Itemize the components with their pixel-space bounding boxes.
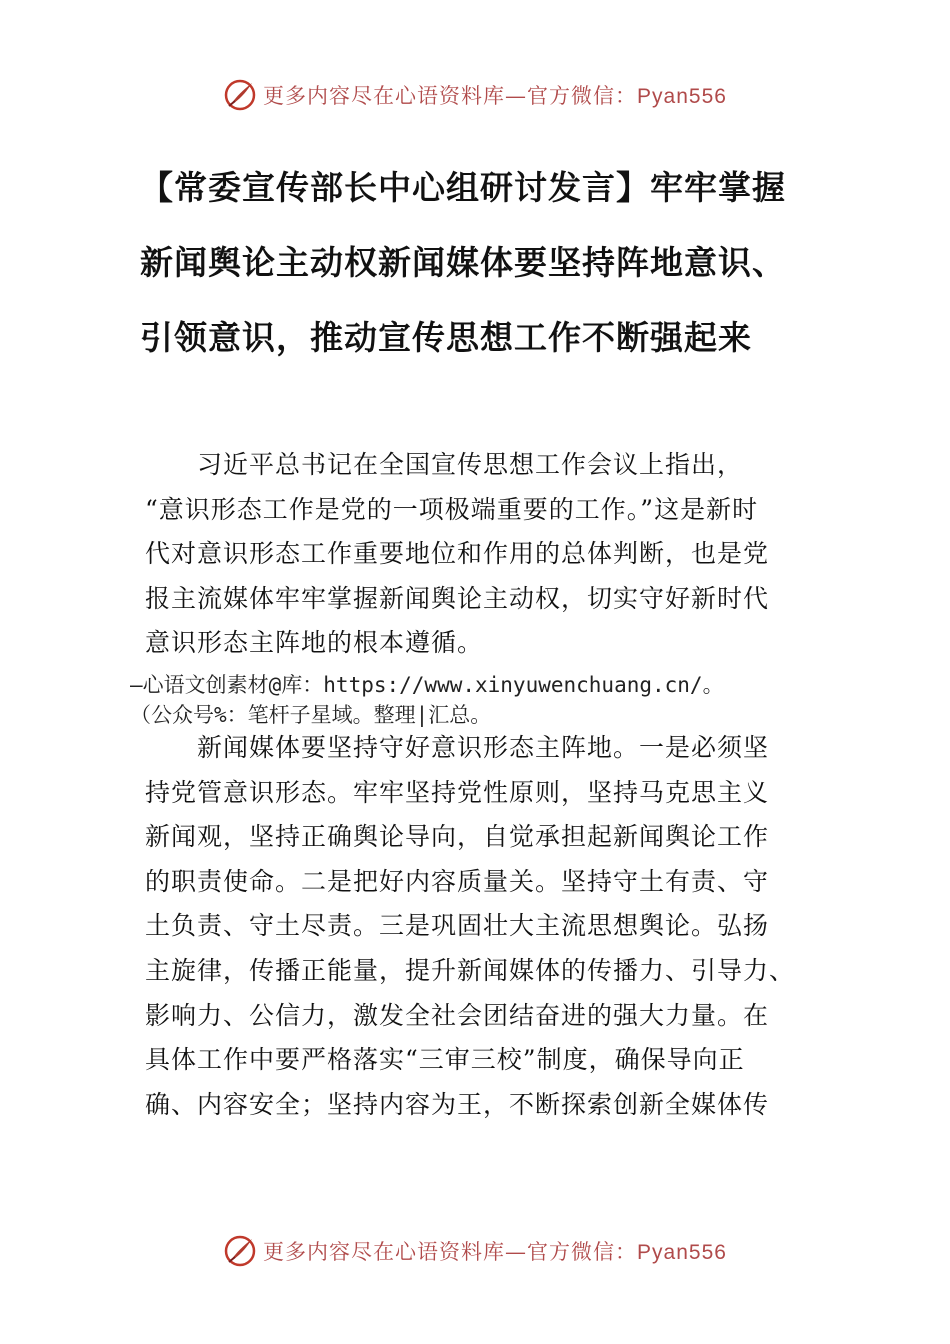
- text-line: 意识形态主阵地的根本遵循。: [145, 628, 484, 658]
- quill-logo-icon: [223, 1234, 257, 1268]
- text-line: 具体工作中要严格落实“三审三校”制度，确保导向正: [145, 1045, 745, 1075]
- text-line: 代对意识形态工作重要地位和作用的总体判断，也是党: [145, 539, 770, 569]
- text-line: 的职责使命。二是把好内容质量关。坚持守土有责、守: [145, 866, 770, 896]
- source-note: [130, 670, 830, 730]
- wechat-id: Pyan556: [637, 1241, 727, 1264]
- paragraph-1: [145, 443, 825, 666]
- text-line: 确、内容安全；坚持内容为王，不断探索创新全媒体传: [145, 1089, 770, 1119]
- title-line: 新闻舆论主动权新闻媒体要坚持阵地意识、: [140, 243, 786, 282]
- footer-banner: [0, 1228, 950, 1274]
- text-line: 新闻媒体要坚持守好意识形态主阵地。一是必须坚: [145, 733, 770, 762]
- header-banner: [0, 72, 950, 118]
- quill-logo-icon: [223, 78, 257, 112]
- source-line: （公众号%：笔杆子星域。整理|汇总。: [130, 703, 492, 727]
- footer-banner-text: 更多内容尽在心语资料库—官方微信：Pyan556: [263, 1240, 727, 1264]
- text-line: 主旋律，传播正能量，提升新闻媒体的传播力、引导力、: [145, 955, 796, 985]
- title-line: 引领意识，推动宣传思想工作不断强起来: [140, 318, 752, 357]
- title-line: 【常委宣传部长中心组研讨发言】牢牢掌握: [140, 168, 786, 207]
- text-line: 报主流媒体牢牢掌握新闻舆论主动权，切实守好新时代: [145, 583, 770, 613]
- text-line: 土负责、守土尽责。三是巩固壮大主流思想舆论。弘扬: [145, 911, 770, 941]
- header-banner-text: 更多内容尽在心语资料库—官方微信：Pyan556: [263, 84, 727, 108]
- text-line: 新闻观，坚持正确舆论导向，自觉承担起新闻舆论工作: [145, 822, 770, 852]
- wechat-id: Pyan556: [637, 85, 727, 108]
- text-line: 影响力、公信力，激发全社会团结奋进的强大力量。在: [145, 1000, 770, 1030]
- text-line: “意识形态工作是党的一项极端重要的工作。”这是新时: [145, 494, 759, 524]
- text-line: 持党管意识形态。牢牢坚持党性原则，坚持马克思主义: [145, 777, 770, 807]
- paragraph-2: [145, 726, 825, 1127]
- text-line: 习近平总书记在全国宣传思想工作会议上指出，: [145, 450, 744, 479]
- document-title: [140, 150, 820, 375]
- source-line: —心语文创素材@库：https://www.xinyuwenchuang.cn/。: [130, 673, 724, 697]
